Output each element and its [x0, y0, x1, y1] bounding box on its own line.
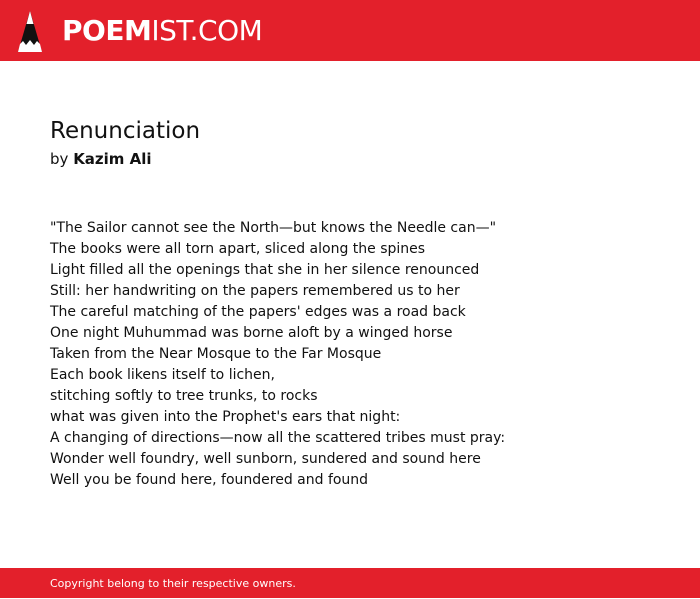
author-link[interactable]: Kazim Ali: [73, 150, 152, 168]
poem-line: Wonder well foundry, well sunborn, sundered and sound here: [50, 451, 481, 467]
pencil-tip-icon: [17, 10, 43, 53]
poem-body: [50, 218, 670, 491]
poem-line: Each book likens itself to lichen,: [50, 367, 275, 383]
poem-line: Light filled all the openings that she in her silence renounced: [50, 262, 480, 278]
poem-byline: [50, 148, 670, 170]
site-header: [0, 0, 700, 61]
poem-line: A changing of directions—now all the scattered tribes must pray:: [50, 430, 506, 446]
poem-line: Still: her handwriting on the papers remembered us to her: [50, 283, 460, 299]
site-logo-text: [62, 9, 262, 53]
logo-light-text: IST.COM: [151, 14, 263, 47]
poem-title: Renunciation: [50, 118, 201, 144]
poem-line: One night Muhummad was borne aloft by a winged horse: [50, 325, 453, 341]
site-logo-link[interactable]: [17, 9, 262, 53]
poem-line: stitching softly to tree trunks, to rocks: [50, 388, 318, 404]
poem-article: [50, 116, 670, 491]
poem-line: The books were all torn apart, sliced along the spines: [50, 241, 426, 257]
poem-line: Well you be found here, foundered and found: [50, 472, 369, 488]
logo-bold-text: POEM: [62, 14, 152, 47]
poem-line: "The Sailor cannot see the North—but knows the Needle can—": [50, 220, 497, 236]
poem-line: Taken from the Near Mosque to the Far Mosque: [50, 346, 382, 362]
footer-copyright: Copyright belong to their respective owners.: [50, 577, 296, 590]
byline-prefix: by: [50, 150, 69, 168]
site-footer: [0, 568, 700, 598]
poem-line: what was given into the Prophet's ears that night:: [50, 409, 401, 425]
poem-line: The careful matching of the papers' edges was a road back: [50, 304, 466, 320]
